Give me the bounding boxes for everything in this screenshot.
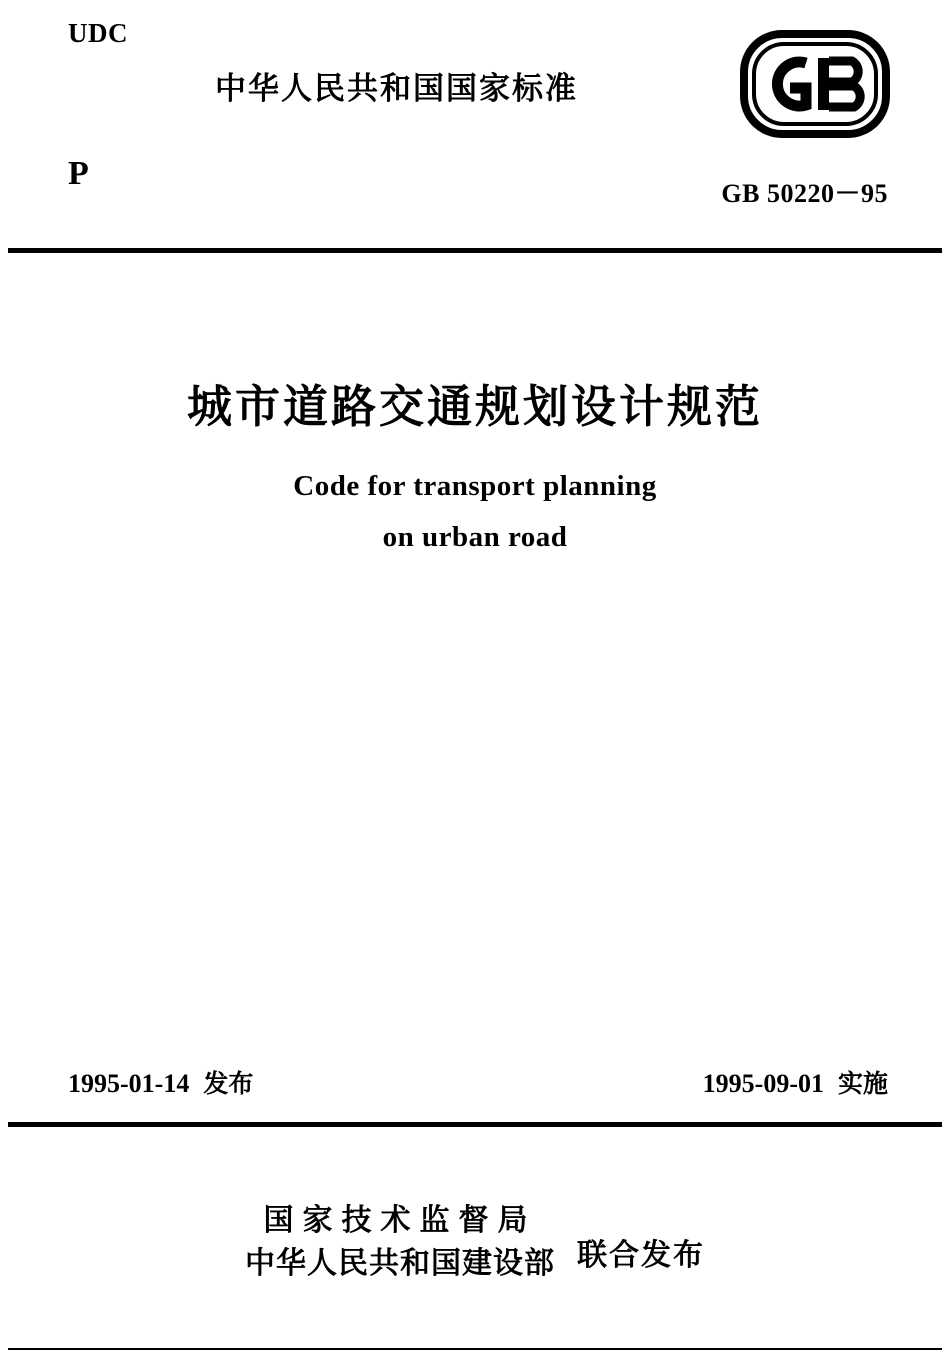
divider-top (8, 248, 942, 253)
publisher-names (245, 1200, 555, 1285)
standard-number: GB 50220－95 (721, 179, 888, 208)
publisher-line-2: 中华人民共和国建设部 (245, 1245, 555, 1281)
national-standard-title: 中华人民共和国国家标准 (215, 71, 578, 107)
effective-date-label: 实施 (837, 1069, 888, 1098)
effective-date-value: 1995-09-01 (702, 1069, 824, 1098)
page-title-english-line1: Code for transport planning (293, 470, 657, 502)
issue-date-value: 1995-01-14 (68, 1069, 190, 1098)
publishers-block (0, 1200, 950, 1285)
gb-emblem-icon (740, 30, 890, 138)
issue-date-block (68, 1064, 253, 1100)
udc-label: UDC (68, 18, 128, 48)
divider-footer (8, 1348, 942, 1350)
joint-issue-label: 联合发布 (577, 1237, 705, 1273)
publisher-line-1: 国家技术监督局 (263, 1203, 537, 1238)
divider-bottom (8, 1122, 942, 1127)
classification-label: P (68, 155, 89, 192)
cover-header (0, 0, 950, 250)
effective-date-block (703, 1064, 888, 1100)
issue-date-label: 发布 (203, 1069, 254, 1098)
page-title-english-line2: on urban road (382, 521, 568, 553)
page-title-chinese: 城市道路交通规划设计规范 (186, 380, 763, 433)
